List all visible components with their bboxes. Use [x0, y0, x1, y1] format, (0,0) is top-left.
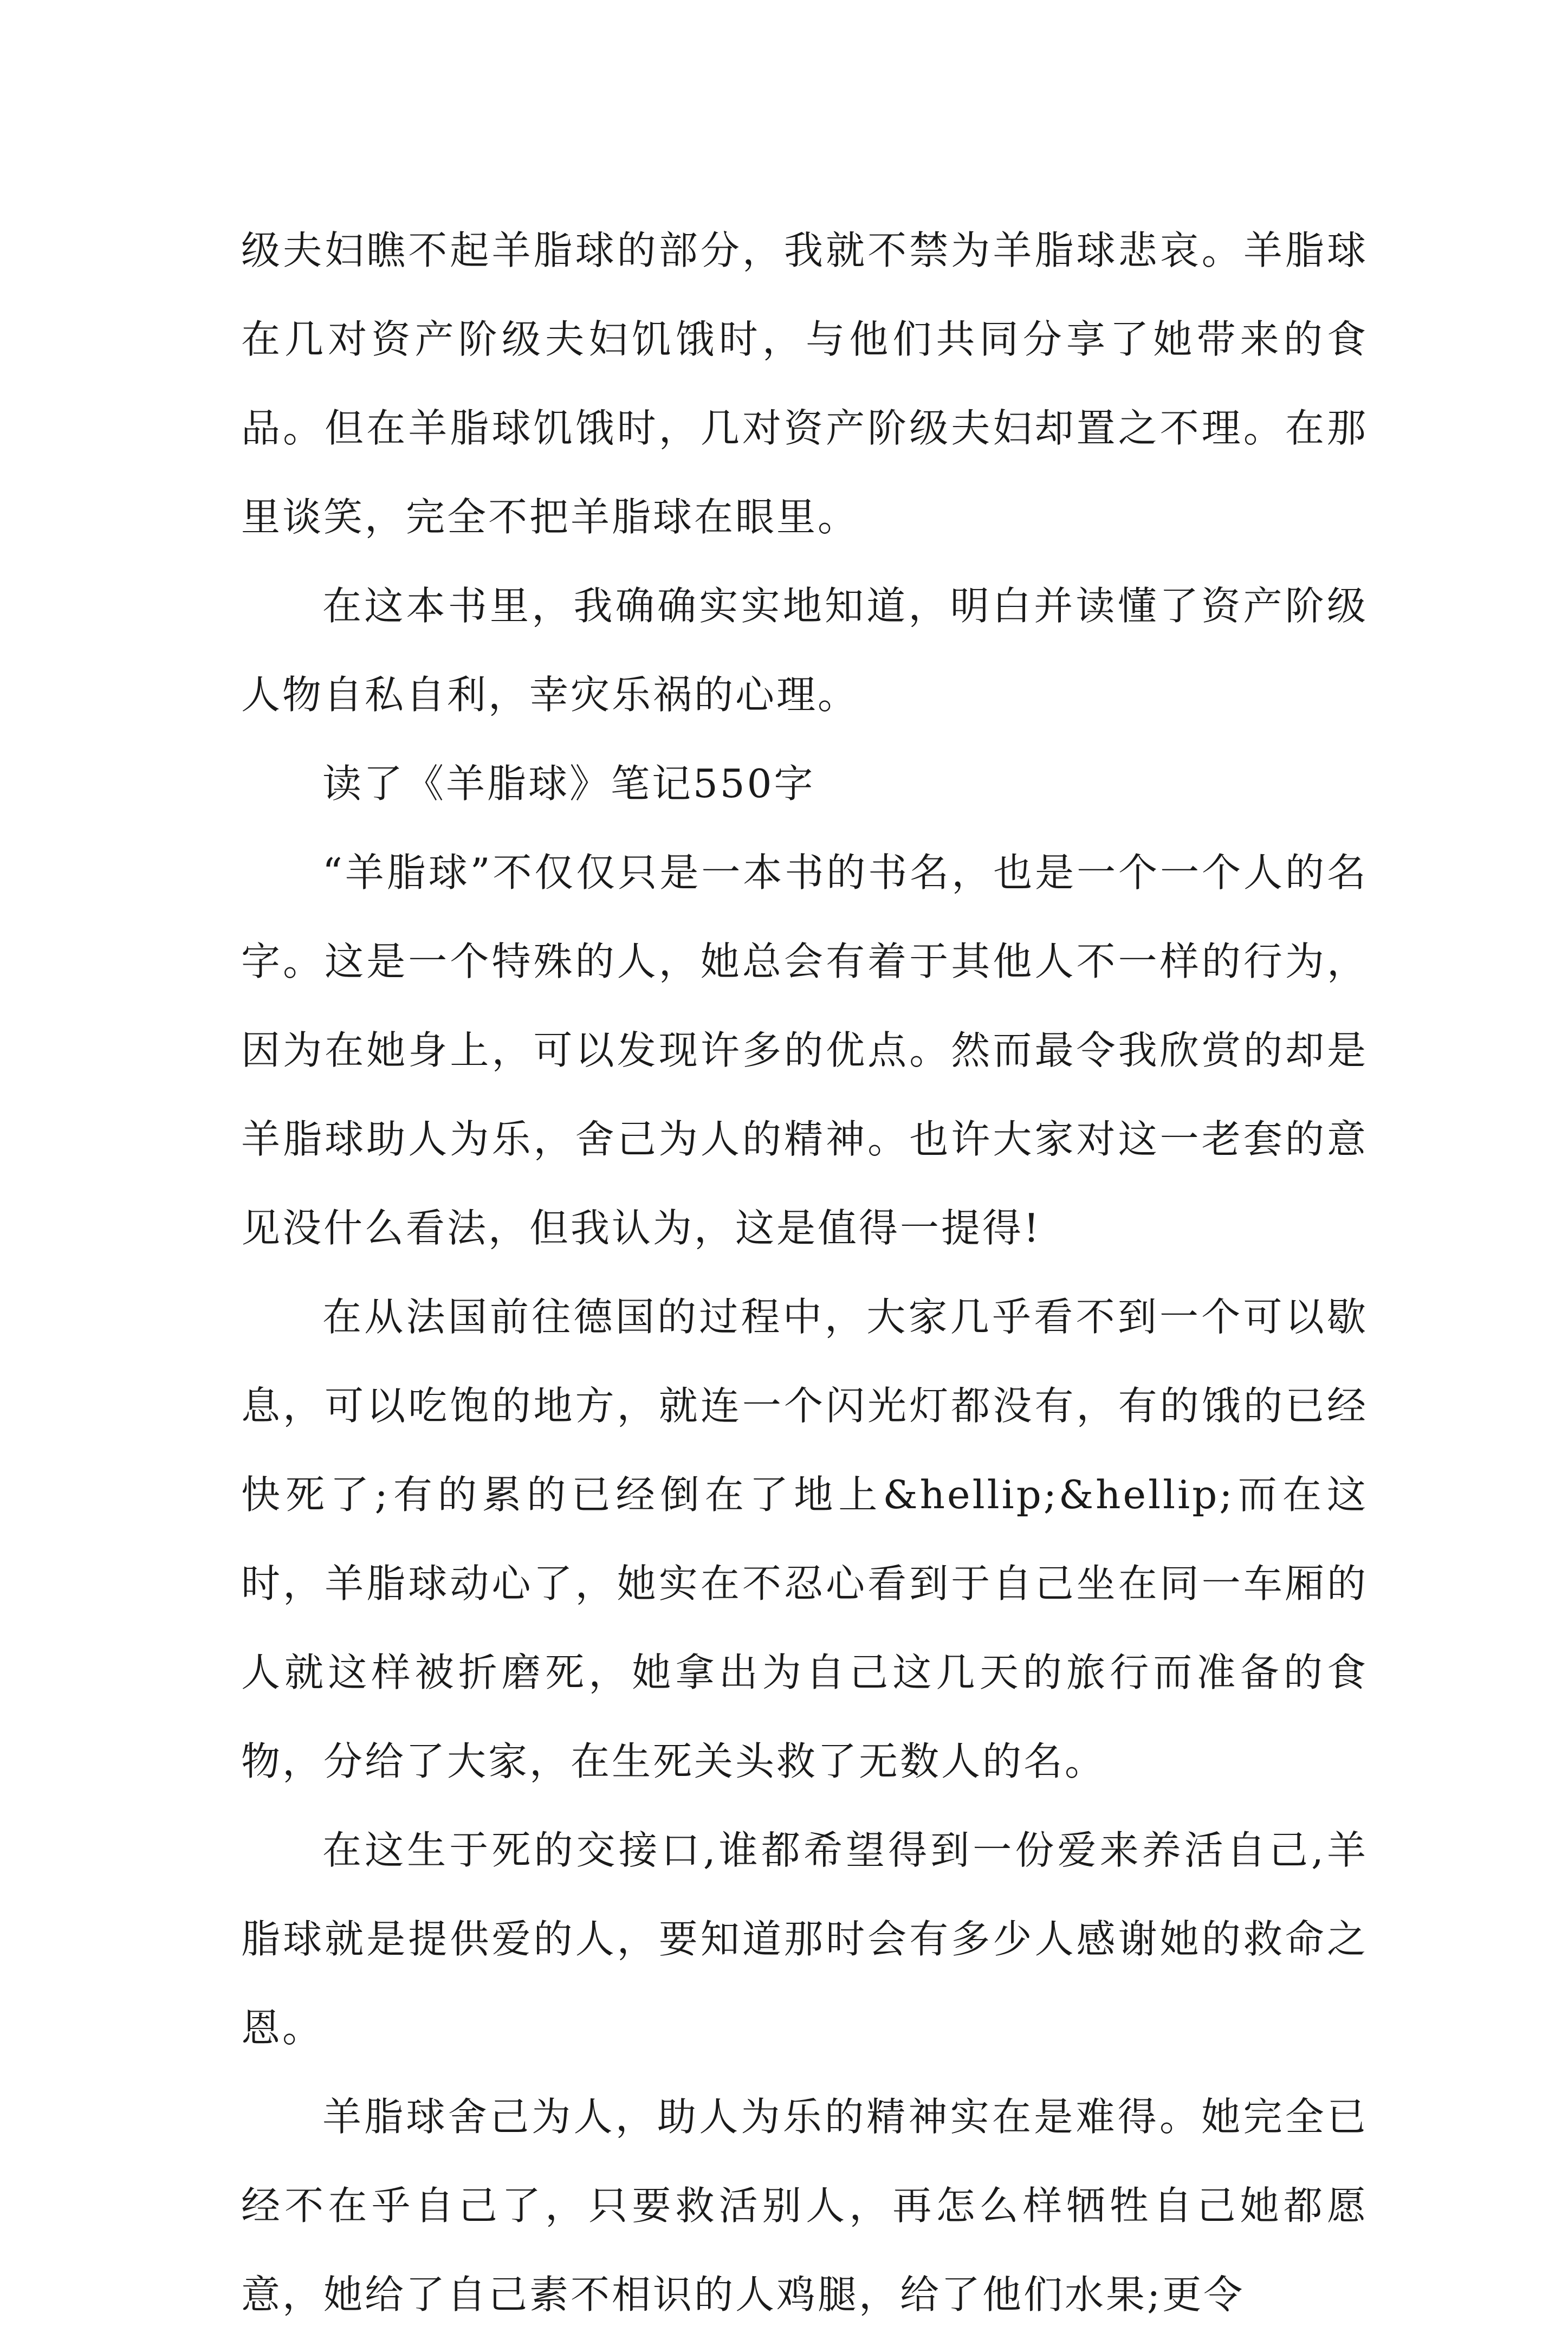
paragraph-6: 羊脂球舍己为人，助人为乐的精神实在是难得。她完全已经不在乎自己了，只要救活别人，再怎么样牺牲自己她都愿意，她给了自己素不相识的人鸡腿，给了他们水果;更令 — [241, 2094, 1368, 2317]
paragraph-4: 在从法国前往德国的过程中，大家几乎看不到一个可以歇息，可以吃饱的地方，就连一个闪光灯都没有，有的饿的已经快死了;有的累的已经倒在了地上&hellip;&hellip;而在这时，羊脂球动心了，她实在不忍心看到于自己坐在同一车厢的人就这样被折磨死，她拿出为自己这几天的旅行而准备的食物，分给了大家，在生死关头救了无数人的名。 — [241, 1294, 1368, 1784]
paragraph-1: 级夫妇瞧不起羊脂球的部分，我就不禁为羊脂球悲哀。羊脂球在几对资产阶级夫妇饥饿时，与他们共同分享了她带来的食品。但在羊脂球饥饿时，几对资产阶级夫妇却置之不理。在那里谈笑，完全不把羊脂球在眼里。 — [241, 228, 1368, 540]
body-text — [241, 206, 1368, 2339]
paragraph-2: 在这本书里，我确确实实地知道，明白并读懂了资产阶级人物自私自利，幸灾乐祸的心理。 — [241, 583, 1368, 718]
paragraph-5: 在这生于死的交接口,谁都希望得到一份爱来养活自己,羊脂球就是提供爱的人，要知道那时会有多少人感谢她的救命之恩。 — [241, 1827, 1368, 2051]
paragraph-3: “羊脂球”不仅仅只是一本书的书名，也是一个一个人的名字。这是一个特殊的人，她总会有着于其他人不一样的行为，因为在她身上，可以发现许多的优点。然而最令我欣赏的却是羊脂球助人为乐，舍己为人的精神。也许大家对这一老套的意见没什么看法，但我认为，这是值得一提得! — [241, 850, 1368, 1251]
section-heading: 读了《羊脂球》笔记550字 — [322, 761, 815, 806]
